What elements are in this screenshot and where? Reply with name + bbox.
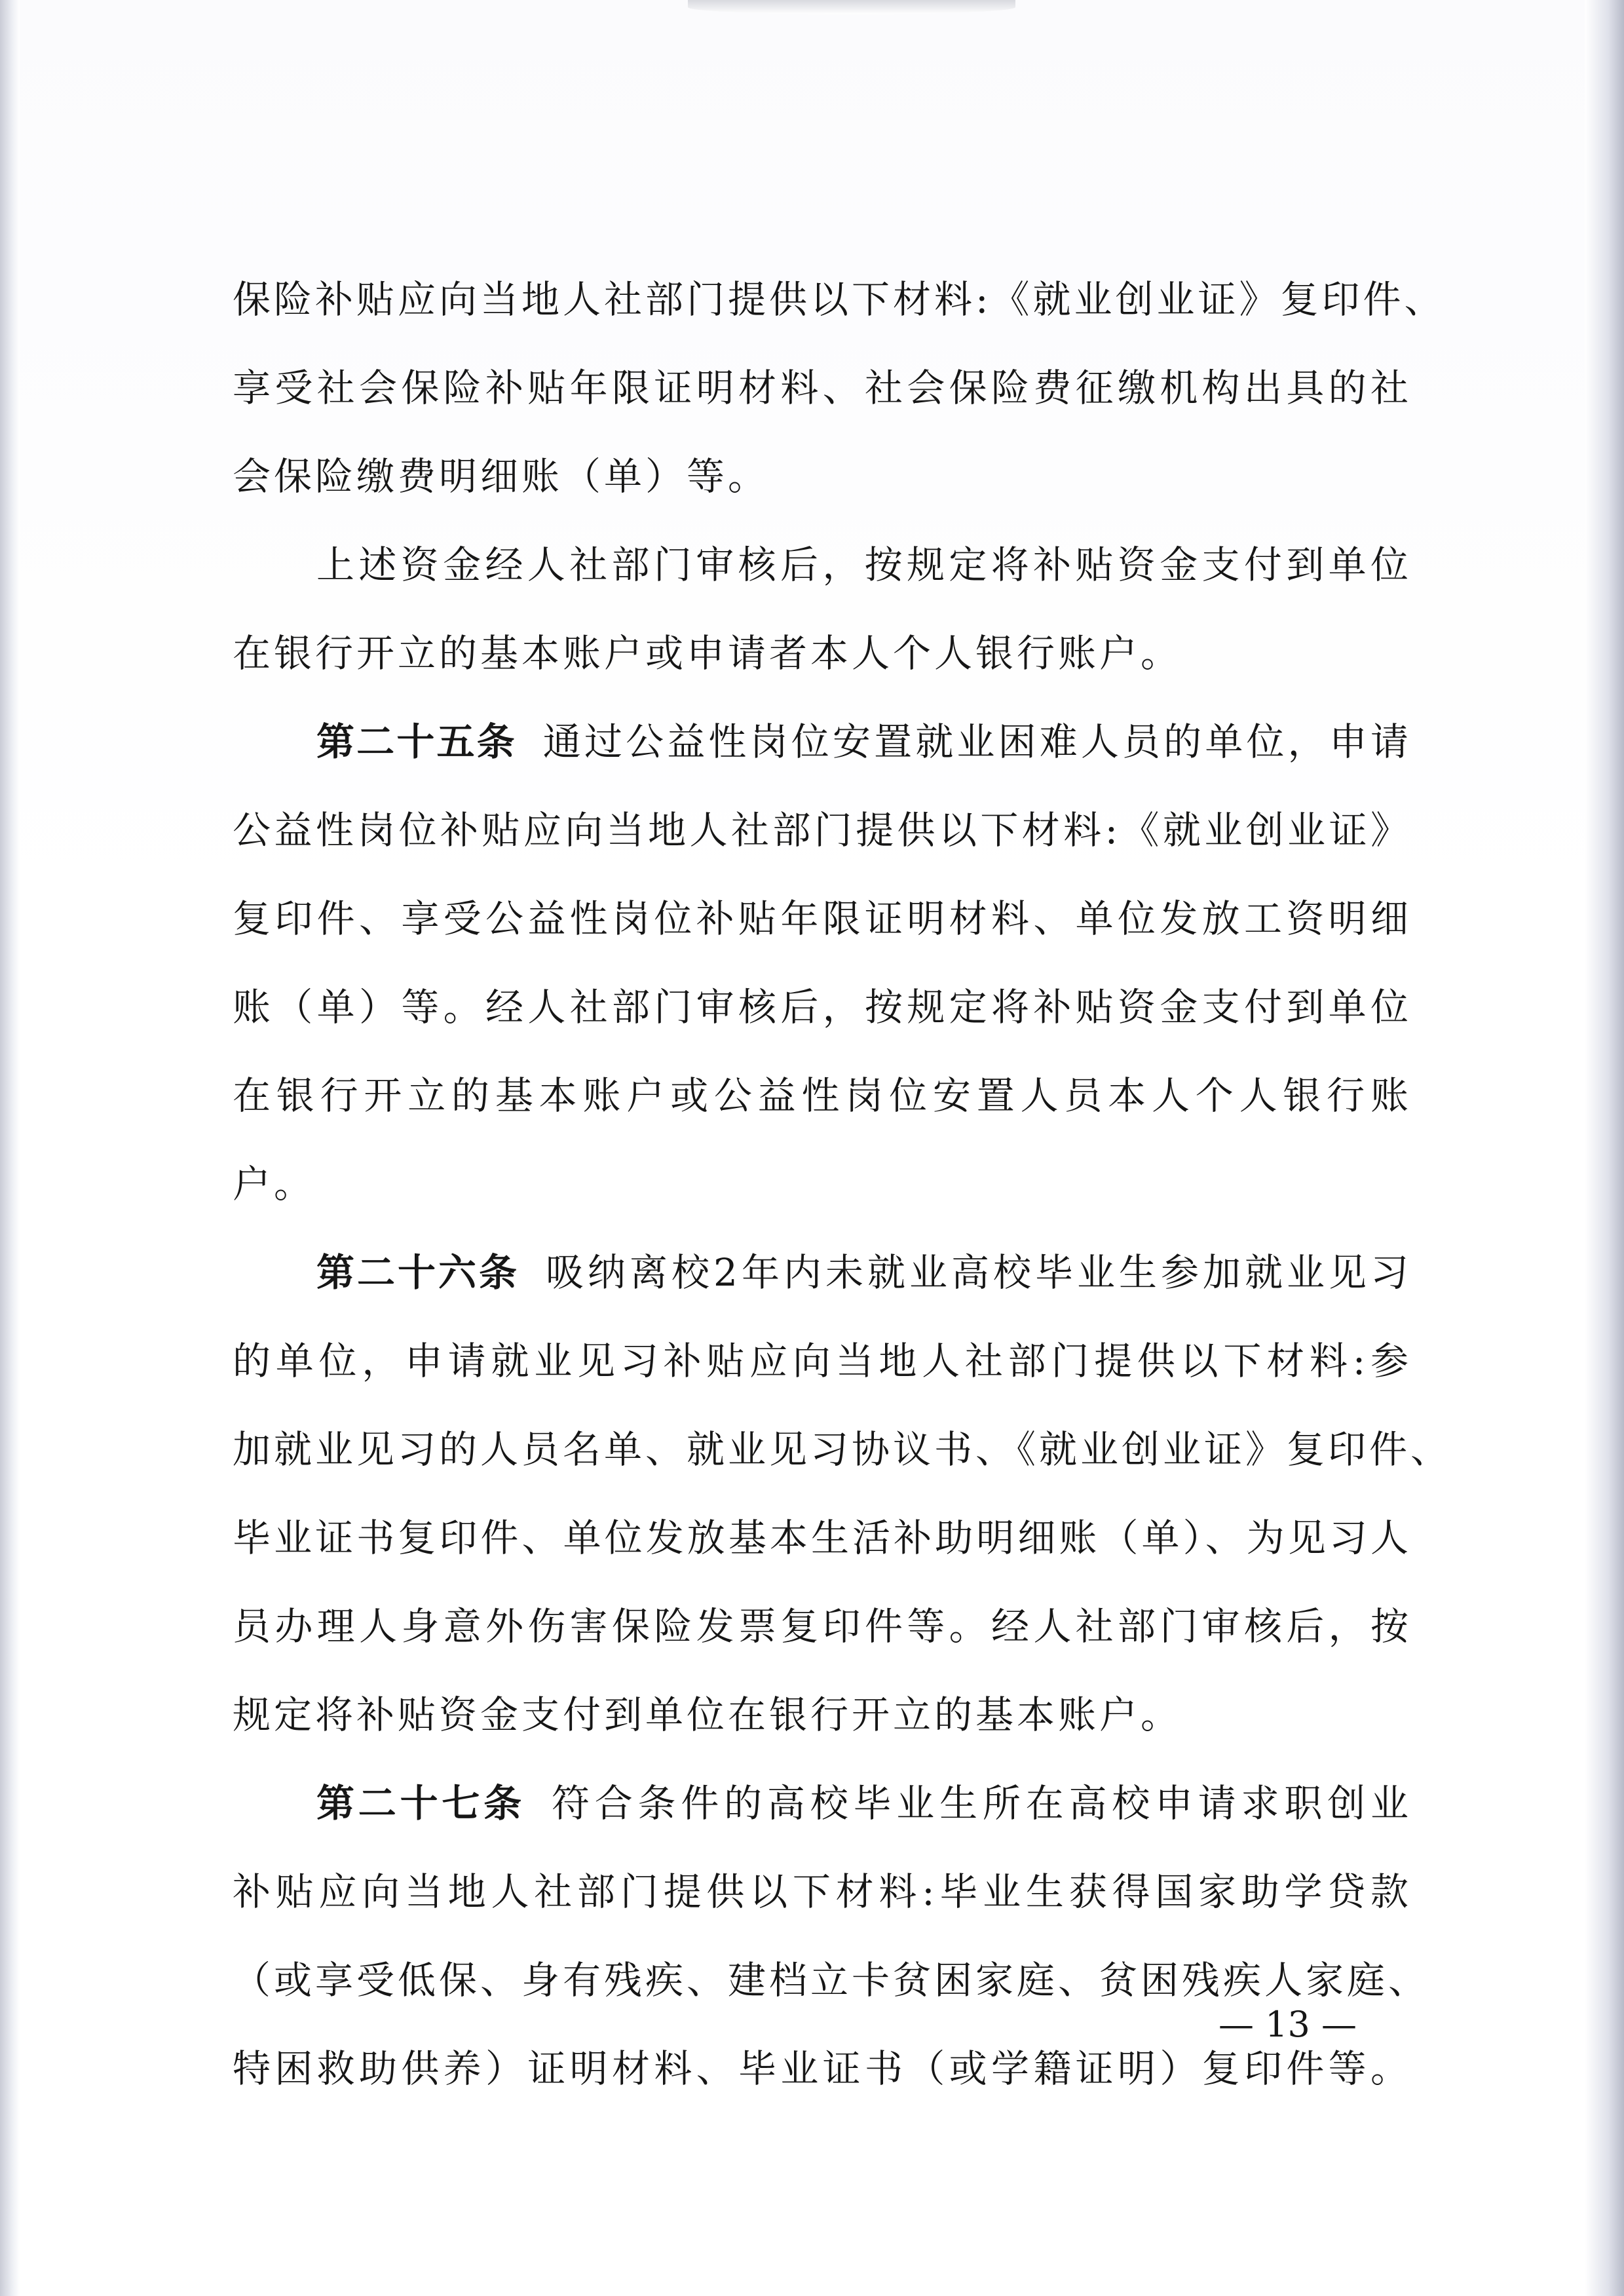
text-line: 特困救助供养）证明材料、毕业证书（或学籍证明）复印件等。 [233,2046,1412,2091]
page-number: — 13 — [1218,2004,1357,2045]
text-line: 复印件、享受公益性岗位补贴年限证明材料、单位发放工资明细 [233,896,1412,941]
text-line: 会保险缴费明细账（单）等。 [233,454,770,499]
article-27-first-line [233,1759,1412,1848]
text-line: 补贴应向当地人社部门提供以下材料:毕业生获得国家助学贷款 [233,1869,1412,1914]
text-line: 保险补贴应向当地人社部门提供以下材料:《就业创业证》复印件、 [233,277,1446,322]
article-25-first-line [233,698,1412,786]
text-line: （或享受低保、身有残疾、建档立卡贫困家庭、贫困残疾人家庭、 [233,1958,1430,2002]
text-line: 员办理人身意外伤害保险发票复印件等。经人社部门审核后，按 [233,1604,1412,1649]
scan-shadow-left [0,0,20,2296]
text-line: 规定将补贴资金支付到单位在银行开立的基本账户。 [233,1693,1182,1737]
text-line: 毕业证书复印件、单位发放基本生活补助明细账（单）、为见习人 [233,1516,1412,1560]
article-heading: 第二十七条 [316,1781,525,1826]
text-line: 吸纳离校2年内未就业高校毕业生参加就业见习 [546,1250,1412,1295]
text-line: 在银行开立的基本账户或申请者本人个人银行账户。 [233,631,1182,676]
text-line: 加就业见习的人员名单、就业见习协议书、《就业创业证》复印件、 [233,1427,1452,1472]
text-line: 享受社会保险补贴年限证明材料、社会保险费征缴机构出具的社 [233,366,1412,410]
scan-shadow-right [1585,0,1624,2296]
text-line: 在银行开立的基本账户或公益性岗位安置人员本人个人银行账 [233,1073,1412,1118]
article-heading: 第二十六条 [316,1250,520,1295]
document-body [233,256,1452,2113]
text-line: 的单位，申请就业见习补贴应向当地人社部门提供以下材料:参 [233,1339,1412,1383]
scan-shadow-top [688,0,1015,14]
text-line: 户。 [233,1162,316,1206]
text-line: 公益性岗位补贴应向当地人社部门提供以下材料:《就业创业证》 [233,808,1412,852]
article-heading: 第二十五条 [316,719,517,764]
text-line: 上述资金经人社部门审核后，按规定将补贴资金支付到单位 [316,543,1412,587]
text-line: 账（单）等。经人社部门审核后，按规定将补贴资金支付到单位 [233,985,1412,1029]
text-line: 通过公益性岗位安置就业困难人员的单位，申请 [542,719,1412,764]
article-26-first-line [233,1229,1412,1317]
text-line: 符合条件的高校毕业生所在高校申请求职创业 [551,1781,1412,1826]
